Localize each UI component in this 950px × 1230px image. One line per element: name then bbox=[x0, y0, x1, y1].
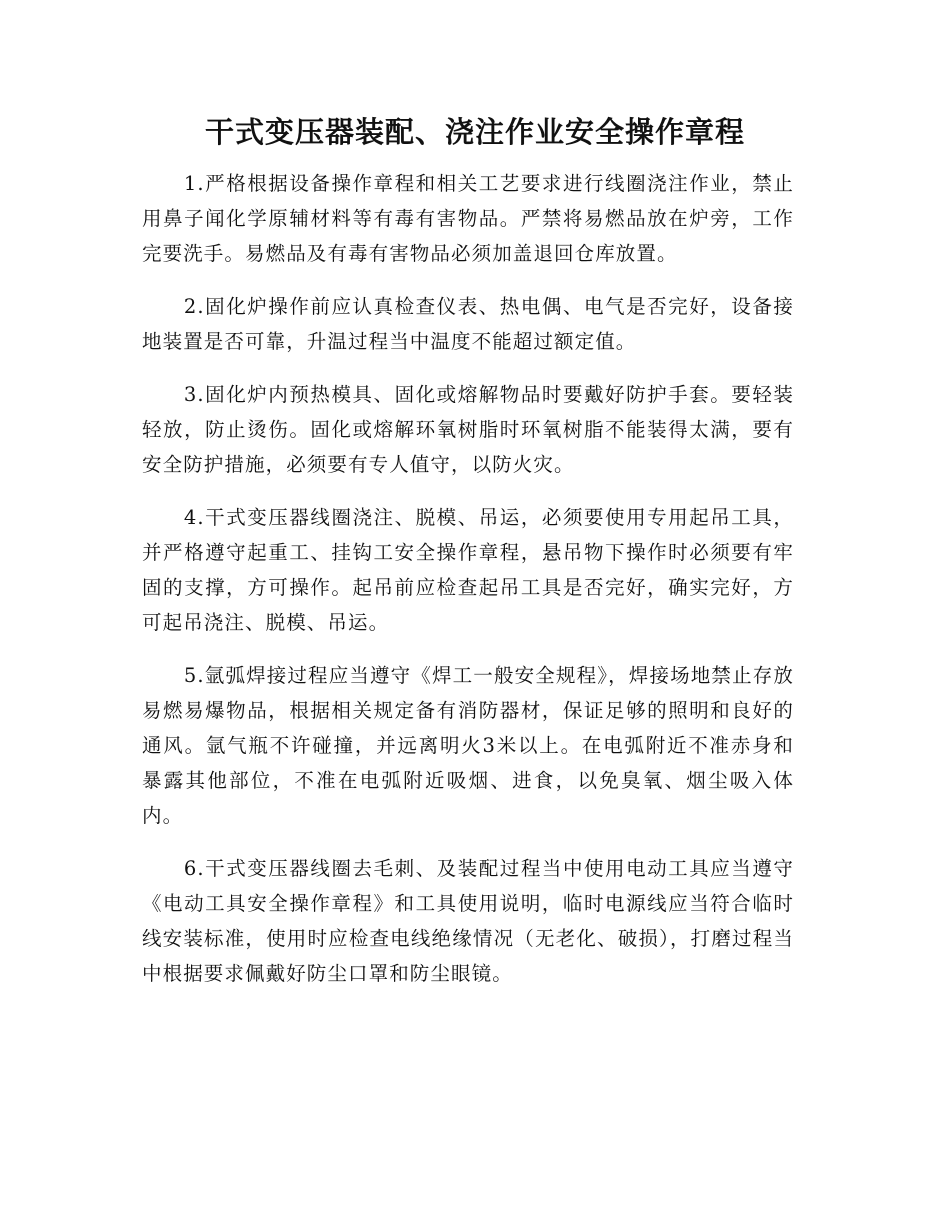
paragraph-2: 2.固化炉操作前应认真检查仪表、热电偶、电气是否完好，设备接地装置是否可靠，升温过程当中温度不能超过额定值。 bbox=[142, 295, 794, 353]
document-title: 干式变压器装配、浇注作业安全操作章程 bbox=[204, 115, 745, 149]
document-body bbox=[142, 166, 794, 1009]
paragraph-5: 5.氩弧焊接过程应当遵守《焊工一般安全规程》，焊接场地禁止存放易燃易爆物品，根据相关规定备有消防器材，保证足够的照明和良好的通风。氩气瓶不许碰撞，并远离明火3米以上。在电弧附近不准赤身和暴露其他部位，不准在电弧附近吸烟、进食，以免臭氧、烟尘吸入体内。 bbox=[142, 664, 794, 827]
paragraph-4: 4.干式变压器线圈浇注、脱模、吊运，必须要使用专用起吊工具，并严格遵守起重工、挂钩工安全操作章程，悬吊物下操作时必须要有牢固的支撑，方可操作。起吊前应检查起吊工具是否完好，确实完好，方可起吊浇注、脱模、吊运。 bbox=[142, 506, 794, 634]
paragraph-1: 1.严格根据设备操作章程和相关工艺要求进行线圈浇注作业，禁止用鼻子闻化学原辅材料等有毒有害物品。严禁将易燃品放在炉旁，工作完要洗手。易燃品及有毒有害物品必须加盖退回仓库放置。 bbox=[142, 172, 794, 265]
paragraph-3: 3.固化炉内预热模具、固化或熔解物品时要戴好防护手套。要轻装轻放，防止烫伤。固化或熔解环氧树脂时环氧树脂不能装得太满，要有安全防护措施，必须要有专人值守，以防火灾。 bbox=[142, 383, 794, 476]
paragraph-6: 6.干式变压器线圈去毛刺、及装配过程当中使用电动工具应当遵守《电动工具安全操作章程》和工具使用说明，临时电源线应当符合临时线安装标准，使用时应检查电线绝缘情况（无老化、破损），打磨过程当中根据要求佩戴好防尘口罩和防尘眼镜。 bbox=[142, 857, 794, 985]
